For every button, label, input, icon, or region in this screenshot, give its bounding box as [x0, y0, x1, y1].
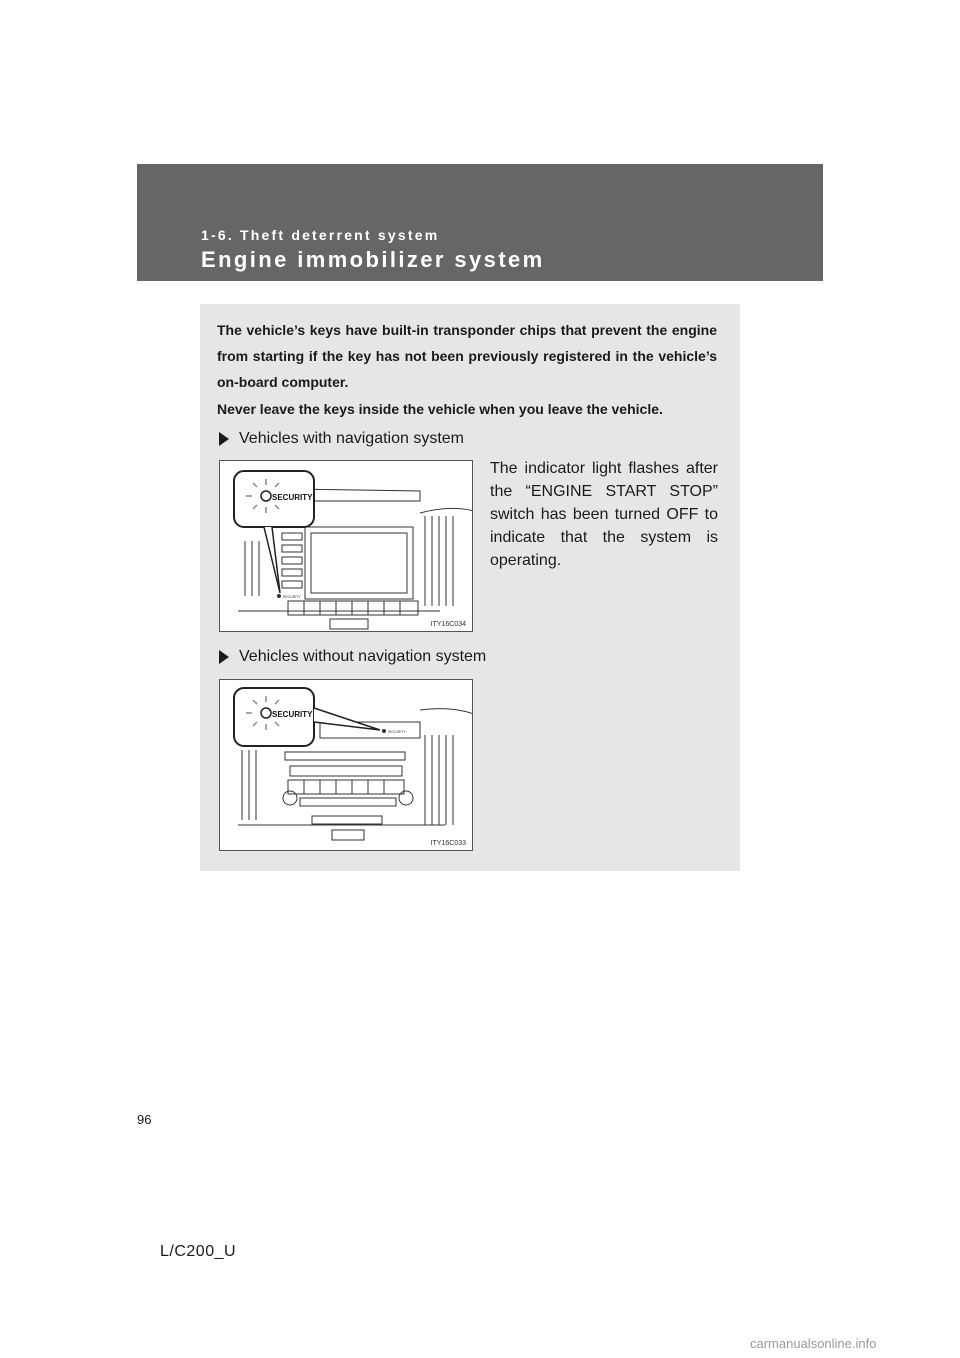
- triangle-bullet-icon: [219, 650, 229, 664]
- heading-with-navigation: [219, 428, 464, 450]
- page-number: 96: [137, 1112, 152, 1127]
- model-code: L/C200_U: [160, 1243, 237, 1260]
- triangle-bullet-icon: [219, 432, 229, 446]
- heading-without-navigation: [219, 646, 486, 668]
- heading-without-navigation-text: Vehicles without navigation system: [239, 648, 487, 665]
- callout-security-label: SECURITY: [272, 710, 313, 719]
- figure-code: ITY16C034: [430, 621, 466, 628]
- figure-with-navigation: [219, 460, 473, 632]
- small-security-label: SECURITY: [283, 595, 301, 599]
- callout-security-label: SECURITY: [272, 493, 313, 502]
- dashboard-audio-illustration: [220, 680, 473, 851]
- figure-without-navigation: [219, 679, 473, 851]
- figure-code: ITY16C033: [430, 840, 466, 847]
- small-security-label: SECURITY: [388, 730, 406, 734]
- warning-note: Never leave the keys inside the vehicle when you leave the vehicle.: [217, 401, 663, 417]
- page-title: Engine immobilizer system: [201, 247, 545, 272]
- indicator-description: The indicator light flashes after the “ENGINE START STOP” switch has been turned OFF to indicate that the system is operating.: [490, 460, 718, 569]
- intro-paragraph: The vehicle’s keys have built-in transponder chips that prevent the engine from starting if the key has not been previously registered in the vehicle’s on-board computer.: [217, 322, 717, 390]
- section-label: 1-6. Theft deterrent system: [201, 227, 440, 243]
- watermark: carmanualsonline.info: [750, 1336, 877, 1351]
- dashboard-navigation-illustration: [220, 461, 473, 632]
- heading-with-navigation-text: Vehicles with navigation system: [239, 430, 464, 447]
